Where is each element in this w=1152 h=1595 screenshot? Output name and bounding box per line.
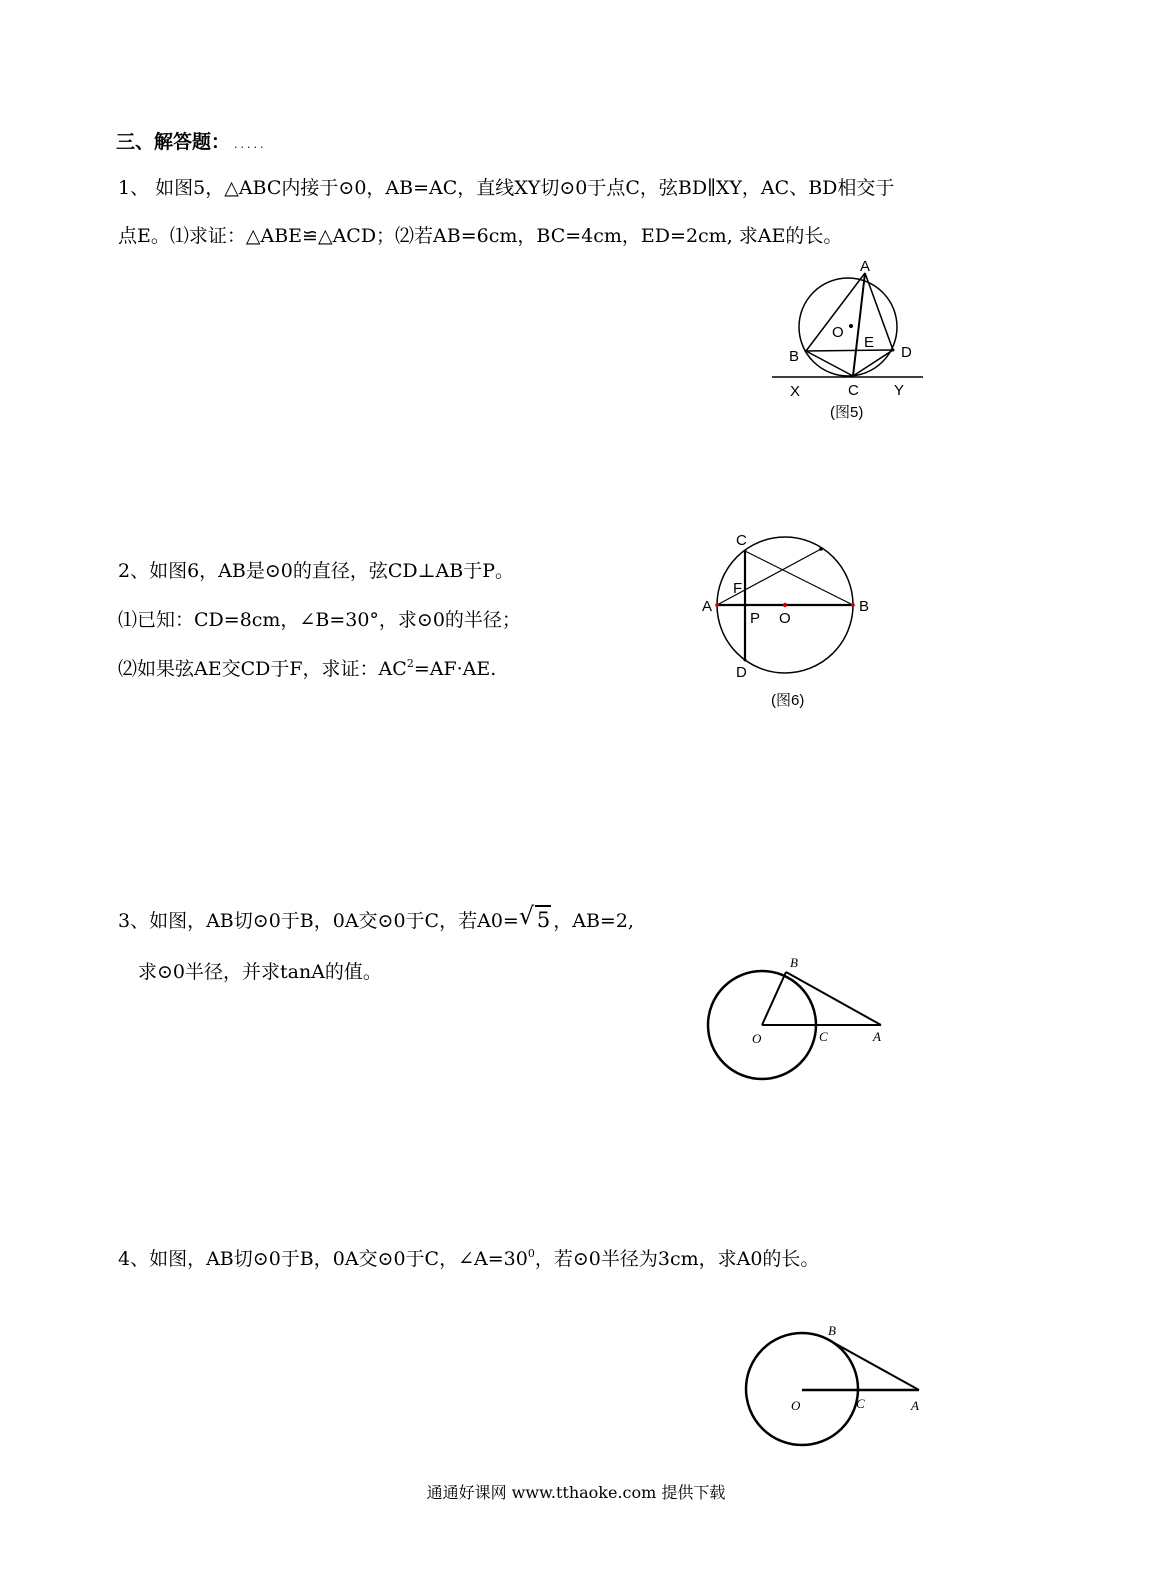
label-p: P [750, 610, 761, 627]
center-dot [783, 603, 787, 607]
label-o: O [791, 1398, 801, 1413]
problem-1-line-1: 1、 如图5，△ABC内接于⊙0，AB=AC，直线XY切⊙0于点C，弦BD∥XY，AC、BD相交于 [118, 177, 895, 199]
problem-4-line-1 [118, 1247, 820, 1270]
label-d: D [736, 664, 747, 681]
label-b: B [828, 1323, 836, 1338]
center-dot [849, 324, 853, 328]
section-title-text: 三、解答题： [116, 131, 231, 153]
figure-5 [760, 250, 940, 430]
circle-o [799, 278, 897, 376]
problem-3-line-2: 求⊙0半径，并求tanA的值。 [138, 961, 382, 983]
tangent-ab [827, 1339, 919, 1390]
chord-bd [806, 350, 893, 351]
problem-2-line-2: ⑴已知：CD=8cm，∠B=30°，求⊙0的半径； [118, 609, 521, 631]
segment-cb [745, 551, 853, 605]
label-o: O [779, 610, 791, 627]
problem-2-exponent: 2 [406, 657, 414, 670]
problem-3-line-1-pre: 3、如图，AB切⊙0于B，0A交⊙0于C，若A0= [118, 910, 519, 932]
point-a-dot [715, 603, 719, 607]
point-c-dot [744, 550, 747, 553]
label-b: B [790, 955, 798, 970]
problem-2-line-1: 2、如图6，AB是⊙0的直径，弦CD⊥AB于P。 [118, 560, 514, 582]
radius-ob [762, 972, 786, 1025]
label-f: F [733, 580, 743, 597]
label-e: E [864, 334, 875, 351]
radical-sign: √ [518, 902, 535, 930]
radicand: 5 [535, 905, 551, 932]
figure-6-caption: (图6) [771, 692, 805, 709]
section-title [116, 133, 267, 152]
segment-ac [853, 273, 865, 376]
label-a: A [860, 258, 871, 275]
problem-4-line-1-pre: 4、如图，AB切⊙0于B，0A交⊙0于C，∠A=30 [118, 1248, 528, 1270]
label-c: C [819, 1029, 828, 1044]
point-e-dot [819, 547, 823, 551]
label-o: O [752, 1031, 762, 1046]
label-x: X [790, 383, 801, 400]
segment-cd [853, 350, 893, 376]
label-c: C [848, 382, 859, 399]
label-c: C [736, 532, 747, 549]
problem-4-degree: 0 [527, 1247, 535, 1260]
section-title-dots: ..... [234, 138, 267, 151]
point-d-dot [744, 659, 747, 662]
label-a: A [873, 1029, 881, 1044]
figure-problem-4 [735, 1318, 935, 1453]
label-c: C [856, 1396, 865, 1411]
sqrt-5 [518, 902, 551, 932]
figure-5-caption: (图5) [830, 404, 864, 421]
problem-3-line-1 [118, 902, 634, 932]
problem-2-line-3 [118, 657, 497, 680]
problem-3-line-1-post: ，AB=2, [553, 910, 634, 932]
label-d: D [901, 344, 912, 361]
problem-2-line-3-pre: ⑵如果弦AE交CD于F，求证：AC [118, 658, 407, 680]
label-b: B [859, 598, 870, 615]
point-b-dot [851, 603, 855, 607]
figure-6 [695, 525, 895, 715]
problem-2-line-3-post: =AF·AE. [413, 658, 497, 680]
label-a: A [702, 598, 713, 615]
tangent-ab [786, 972, 881, 1025]
figure-problem-3 [700, 955, 900, 1085]
label-a: A [911, 1398, 919, 1413]
point-d-dot [892, 349, 895, 352]
point-b-dot [805, 350, 808, 353]
label-o: O [832, 324, 844, 341]
label-y: Y [894, 382, 905, 399]
label-b: B [789, 348, 800, 365]
page-footer: 通通好课网 www.tthaoke.com 提供下载 [426, 1483, 726, 1502]
problem-1-line-2: 点E。⑴求证：△ABE≌△ACD；⑵若AB=6cm，BC=4cm，ED=2cm, 求AE的长。 [118, 225, 843, 247]
problem-4-line-1-post: ，若⊙0半径为3cm，求A0的长。 [534, 1248, 820, 1270]
